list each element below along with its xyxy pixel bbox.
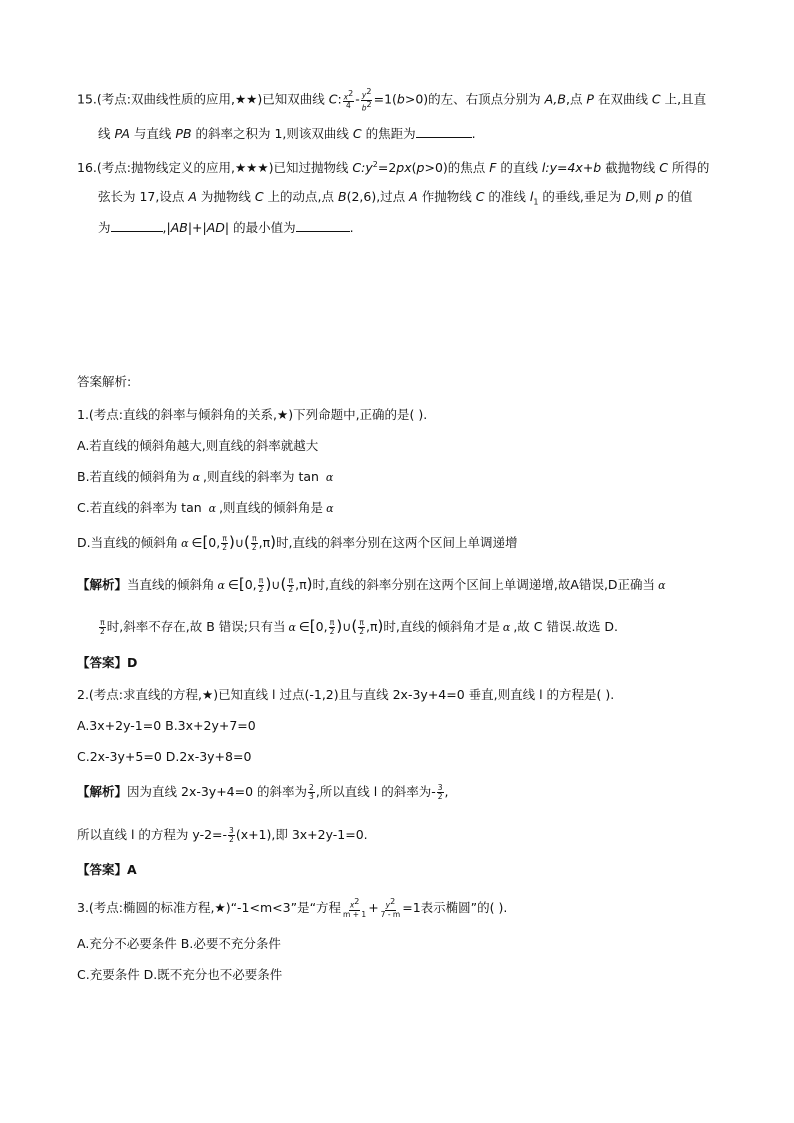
q15-line-2: 线 PA 与直线 PB 的斜率之积为 1,则该双曲线 C 的焦距为 . (98, 126, 476, 141)
q16-line-3: 为 ,|AB|+|AD| 的最小值为 . (98, 220, 354, 235)
a2-options-ab: A.3x+2y-1=0 B.3x+2y+7=0 (77, 718, 256, 733)
a1-option-b: B.若直线的倾斜角为 α ,则直线的斜率为 tan α (77, 469, 334, 484)
fraction-x2-over-4: $\frac{x2}{4}$ (343, 88, 354, 111)
a1-answer: 【答案】D (77, 655, 138, 670)
fraction-y2-over-b2: $\frac{y2}{b2}$ (361, 87, 372, 112)
a1-solution-line-1: 【解析】当直线的倾斜角 α ∈[0, $\frac{\pi}{2}$ )∪( $\frac{\pi}{2}$ ,π)时,直线的斜率分别在这两个区间上单调递增,故A错误,D正确当 α (77, 575, 666, 594)
a1-question: 1.(考点:直线的斜率与倾斜角的关系,★)下列命题中,正确的是( ). (77, 407, 428, 422)
q16-number: 16. (77, 160, 97, 176)
a1-solution-line-2: $\frac{\pi}{2}$ 时,斜率不存在,故 B 错误;只有当 α ∈[0, $\frac{\pi}{2}$ )∪( $\frac{\pi}{2}$ ,π)时,直线的倾斜角才是 α ,故 C 错误.故选 D. (100, 617, 619, 636)
a2-solution-line-2: 所以直线 l 的方程为 y-2=- $\frac{3}{2}$ (x+1),即 3x+2y-1=0. (77, 826, 368, 844)
a2-options-cd: C.2x-3y+5=0 D.2x-3y+8=0 (77, 749, 252, 764)
answers-title: 答案解析: (77, 374, 132, 389)
answer-blank[interactable] (111, 219, 163, 232)
q16-line-1: 16.(考点:抛物线定义的应用,★★★)已知过抛物线 $C:y^2=2px(p>0)$的焦点 F 的直线 l:y=4x+b 截抛物线 C 所得的 (77, 160, 710, 176)
answer-blank[interactable] (416, 125, 472, 138)
a2-solution-line-1: 【解析】因为直线 2x-3y+4=0 的斜率为 $\frac{2}{3}$ ,所以直线 l 的斜率为- $\frac{3}{2}$ , (77, 783, 449, 801)
q15-line-1: 15.(考点:双曲线性质的应用,★★)已知双曲线 C: $\frac{x2}{4}$ - $\frac{y2}{b2}$ =1(b>0)的左、右顶点分别为 A,B,点 P 在双曲线 C 上,且直 (77, 87, 707, 112)
a3-options-cd: C.充要条件 D.既不充分也不必要条件 (77, 967, 283, 982)
q16-line-2: 弦长为 17,设点 A 为抛物线 C 上的动点,点 B(2,6),过点 A 作抛物线 C 的准线 $l_1$ 的垂线,垂足为 D,则 p 的值 (98, 189, 693, 207)
a2-question: 2.(考点:求直线的方程,★)已知直线 l 过点(-1,2)且与直线 2x-3y+4=0 垂直,则直线 l 的方程是( ). (77, 687, 615, 702)
a1-option-d: D.当直线的倾斜角 α ∈[0, $\frac{\pi}{2}$ )∪( $\frac{\pi}{2}$ ,π)时,直线的斜率分别在这两个区间上单调递增 (77, 533, 518, 552)
q15-number: 15. (77, 91, 97, 107)
a1-option-c: C.若直线的斜率为 tan α ,则直线的倾斜角是 α (77, 500, 334, 515)
a1-option-a: A.若直线的倾斜角越大,则直线的斜率就越大 (77, 438, 319, 453)
a3-options-ab: A.充分不必要条件 B.必要不充分条件 (77, 936, 281, 951)
a2-answer: 【答案】A (77, 862, 137, 877)
a3-question: 3.(考点:椭圆的标准方程,★)“-1<m<3”是“方程 $\frac{x2}{m + 1}$ + $\frac{y2}{7 - m}$ =1表示椭圆”的( ). (77, 897, 508, 919)
answer-blank[interactable] (296, 219, 350, 232)
